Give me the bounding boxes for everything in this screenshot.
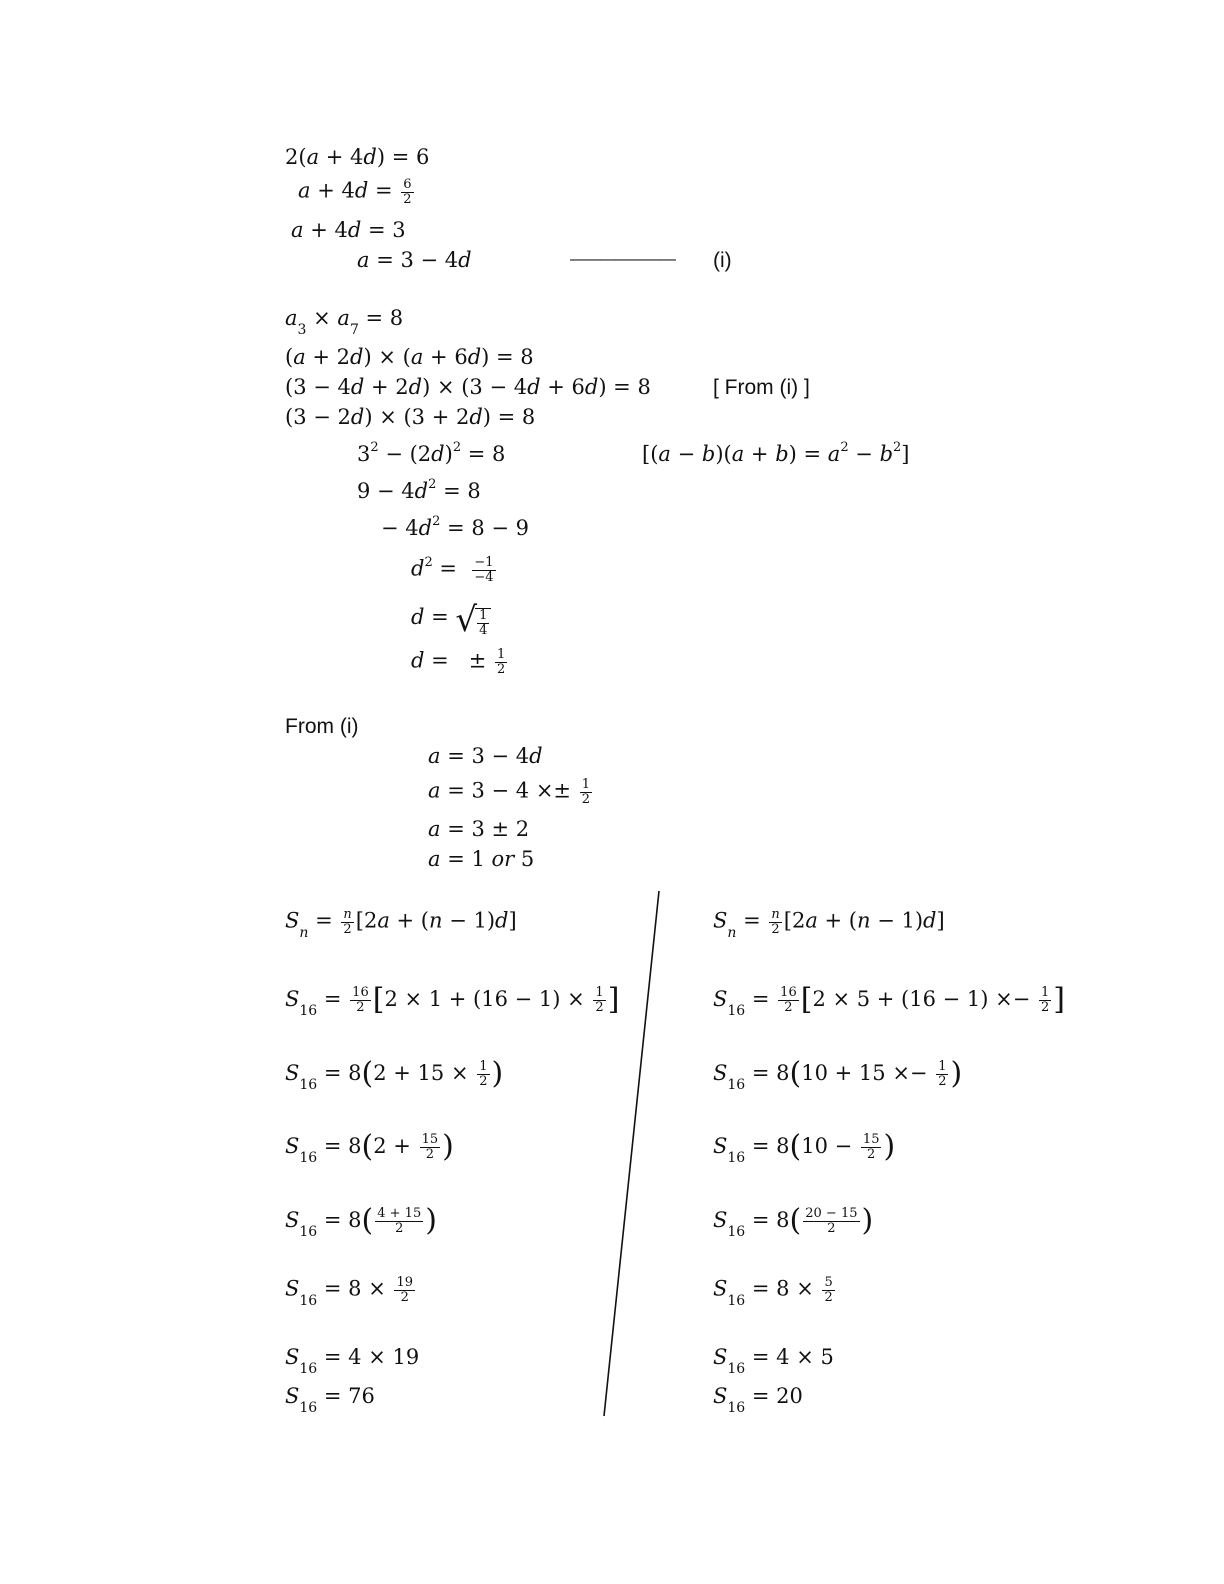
from-i-heading: From (i) — [285, 715, 359, 738]
eq-line-13: d = √ $\frac{1}{4}$ — [411, 600, 491, 637]
eq-line-15: a = 3 − 4d — [428, 744, 543, 768]
right-sum-formula: $S_n$ = $\frac{n}{2}$ [2a + (n − 1)d] — [713, 907, 945, 941]
right-result: $S_{16} = 20$ — [713, 1384, 803, 1416]
eq-line-18: a = 1 or 5 — [428, 847, 535, 871]
identity-note: $[(a - b)(a + b) = a^2 - b^2]$ — [642, 440, 910, 466]
right-step-3: $S_{16} = 8(10 + 15$ ×− $\frac{1}{2}$ ) — [713, 1056, 963, 1093]
eq-line-17: a = 3 ± 2 — [428, 817, 530, 841]
left-step-2: $S_{16}$ = $\frac{16}{2}$ [2 × 1 + (16 − 1) × $\frac{1}{2}$ ] — [285, 982, 620, 1019]
eq-line-10: $9 - 4d^2 = 8$ — [357, 477, 481, 503]
equation-marker-i: (i) — [713, 249, 732, 272]
left-step-6: $S_{16} = 8$ × $\frac{19}{2}$ — [285, 1275, 414, 1309]
left-step-7: $S_{16} = 4 \times 19$ — [285, 1345, 420, 1377]
eq-line-9: $3^2 - (2d)^2 = 8$ — [357, 440, 506, 466]
eq-line-5: $a_3 \times a_7 = 8$ — [285, 306, 404, 338]
left-step-4: $S_{16} = 8(2$ + $\frac{15}{2}$ ) — [285, 1129, 454, 1166]
eq-line-12: $d^2$ = $\frac{-1}{-4}$ — [411, 554, 494, 585]
left-step-3: $S_{16} = 8(2 + 15$ × $\frac{1}{2}$ ) — [285, 1056, 504, 1093]
eq-line-6: (a + 2d) × (a + 6d) = 8 — [285, 345, 534, 369]
left-result: $S_{16} = 76$ — [285, 1384, 375, 1416]
left-step-5: $S_{16} = 8$( $\frac{4 + 15}{2}$ ) — [285, 1203, 437, 1240]
right-step-4: $S_{16} = 8(10$ − $\frac{15}{2}$ ) — [713, 1129, 896, 1166]
from-i-note: [ From (i) ] — [713, 376, 810, 399]
eq-line-11: − $4d^2 = 8 - 9$ — [381, 514, 529, 540]
eq-line-1: 2(a + 4d) = 6 — [285, 145, 430, 169]
right-step-6: $S_{16} = 8$ × $\frac{5}{2}$ — [713, 1275, 833, 1309]
left-sum-formula: $S_n$ = $\frac{n}{2}$ [2a + (n − 1)d] — [285, 907, 517, 941]
eq-line-16: a = 3 − 4 ×± $\frac{1}{2}$ — [428, 777, 590, 807]
dashed-separator: ——————— — [570, 251, 675, 268]
eq-line-8: (3 − 2d) × (3 + 2d) = 8 — [285, 405, 536, 429]
eq-line-4: a = 3 − 4d — [357, 248, 472, 272]
eq-line-2: a + 4d = $\frac{6}{2}$ — [298, 177, 412, 207]
right-step-5: $S_{16} = 8$( $\frac{20 - 15}{2}$ ) — [713, 1203, 874, 1240]
right-step-7: $S_{16} = 4 \times 5$ — [713, 1345, 834, 1377]
eq-line-3: a + 4d = 3 — [291, 218, 406, 242]
eq-line-14: d = ± $\frac{1}{2}$ — [411, 647, 506, 677]
eq-line-7: (3 − 4d + 2d) × (3 − 4d + 6d) = 8 — [285, 375, 651, 399]
right-step-2: $S_{16}$ = $\frac{16}{2}$ [2 × 5 + (16 − 1) ×− $\frac{1}{2}$ ] — [713, 982, 1066, 1019]
